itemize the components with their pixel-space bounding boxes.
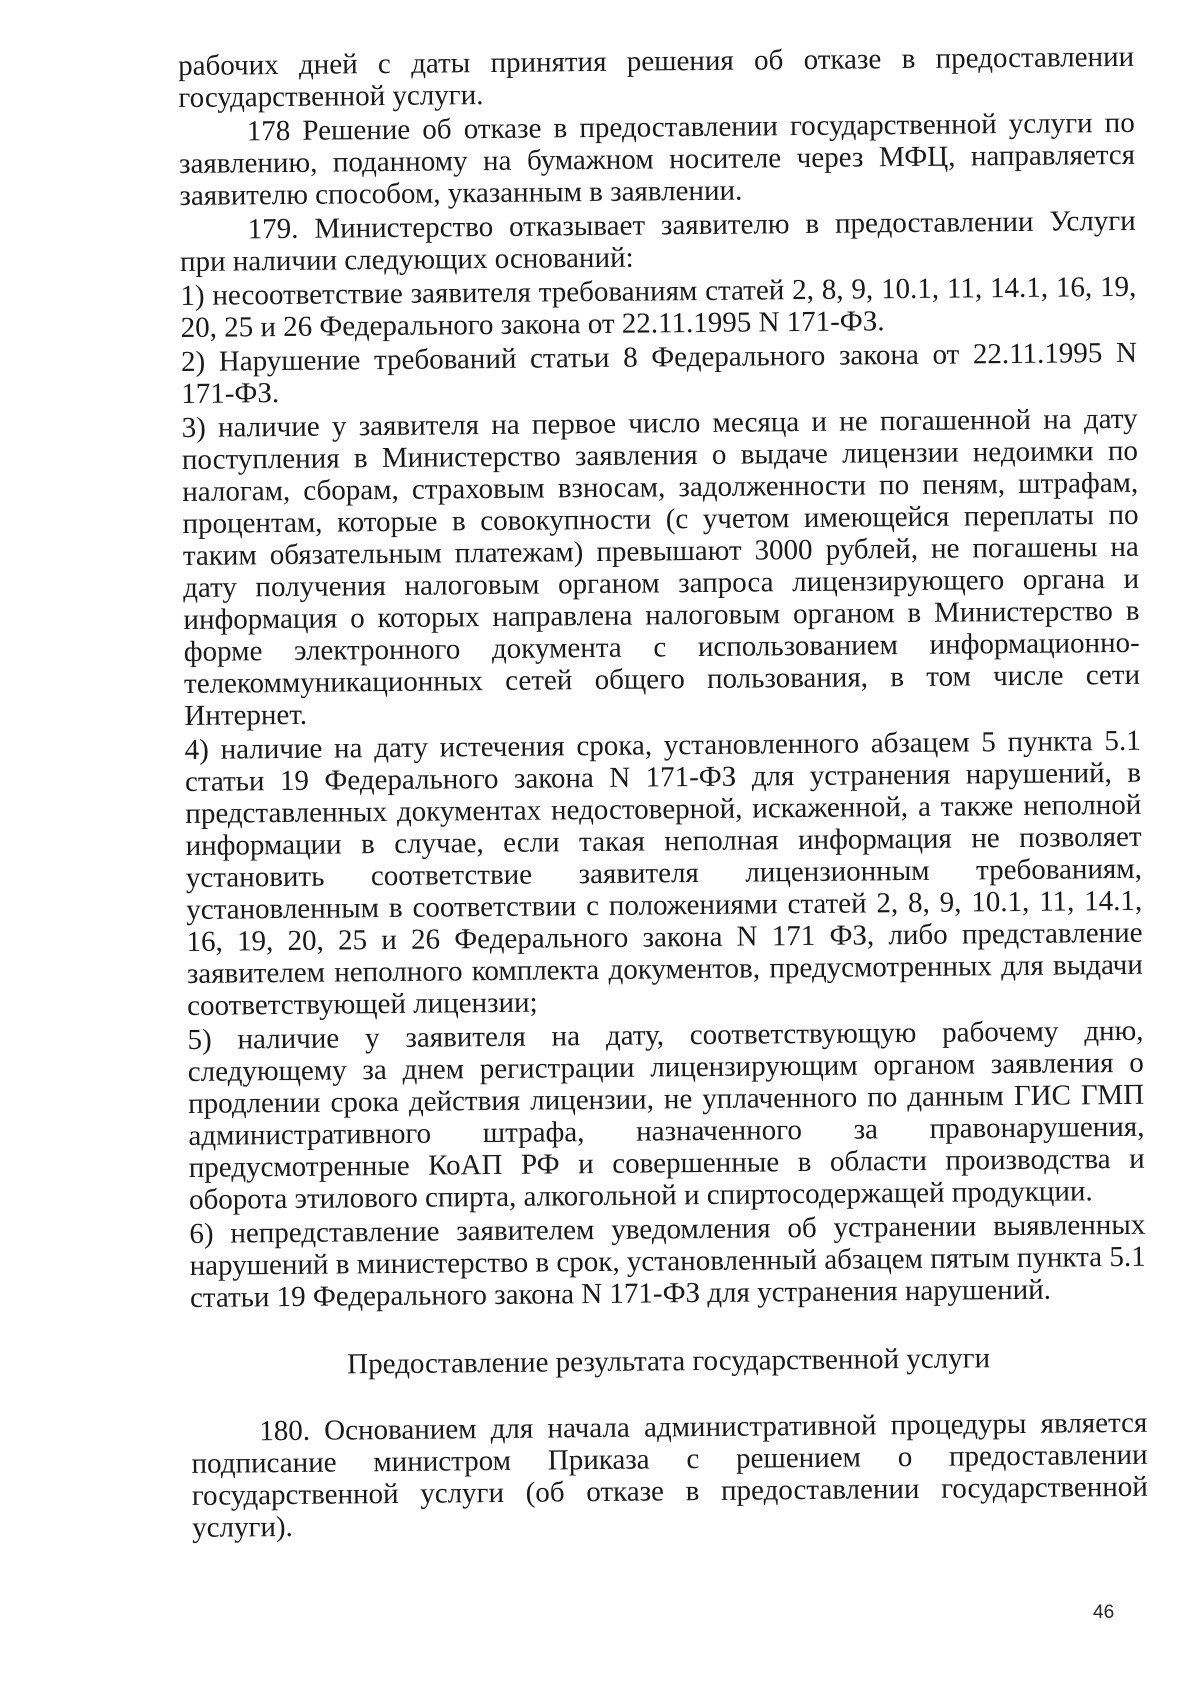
paragraph-continuation: рабочих дней с даты принятия решения об отказе в предоставлении государственной услуги. <box>178 40 1135 114</box>
paragraph-179: 179. Министерство отказывает заявителю в предоставлении Услуги при наличии следующих оснований: <box>179 204 1136 278</box>
paragraph-178: 178 Решение об отказе в предоставлении государственной услуги по заявлению, поданному на бумажном носителе через МФЦ, направляется заявителю способом, указанным в заявлении. <box>178 106 1136 212</box>
list-item-6: 6) непредставление заявителем уведомления об устранении выявленных нарушений в министерство в срок, установленный абзацем пятым пункта 5.1 статьи 19 Федерального закона N 171-ФЗ для устранения нарушений. <box>189 1208 1146 1314</box>
section-heading: Предоставление результата государственной услуги <box>347 1342 991 1381</box>
list-item-3: 3) наличие у заявителя на первое число месяца и не погашенной на дату поступления в Министерство заявления о выдаче лицензии недоимки по налогам, сборам, страховым взносам, задолженности по пеням, штрафам, процентам, которые в совокупности (с учетом имеющейся переплаты по таким обязательным платежам) превышают 3000 рублей, не погашены на дату получения налоговым органом запроса лицензирующего органа и информация о которых направлена налоговым органом в Министерство в форме электронного документа с использованием информационно-телекоммуникационных сетей общего пользования, в том числе сети Интернет. <box>181 402 1141 732</box>
list-item-1: 1) несоответствие заявителя требованиям статей 2, 8, 9, 10.1, 11, 14.1, 16, 19, 20, 25 и 26 Федерального закона от 22.11.1995 N 171-ФЗ. <box>180 270 1137 344</box>
list-item-2: 2) Нарушение требований статьи 8 Федерального закона от 22.11.1995 N 171-ФЗ. <box>180 336 1138 410</box>
list-item-4: 4) наличие на дату истечения срока, установленного абзацем 5 пункта 5.1 статьи 19 Федерального закона N 171-ФЗ для устранения нарушений, в представленных документах недостоверной, искаженной, а также неполной информации в случае, если такая неполная информация не позволяет установить соответствие заявителя лицензионным требованиям, установленным в соответствии с положениями статей 2, 8, 9, 10.1, 11, 14.1, 16, 19, 20, 25 и 26 Федерального закона N 171 ФЗ, либо представление заявителем неполного комплекта документов, предусмотренных для выдачи соответствующей лицензии; <box>184 724 1143 1022</box>
list-item-5: 5) наличие у заявителя на дату, соответствующую рабочему дню, следующему за днем регистрации лицензирующим органом заявления о продлении срока действия лицензии, не уплаченного по данным ГИС ГМП административного штрафа, назначенного за правонарушения, предусмотренные КоАП РФ и совершенные в области производства и оборота этилового спирта, алкогольной и спиртосодержащей продукции. <box>187 1014 1145 1216</box>
page-number: 46 <box>1093 1602 1115 1623</box>
paragraph-180: 180. Основанием для начала административной процедуры является подписание министром Приказа с решением о предоставлении государственной услуги (об отказе в предоставлении государственной услуги). <box>191 1406 1148 1544</box>
page-content <box>178 41 1148 1546</box>
